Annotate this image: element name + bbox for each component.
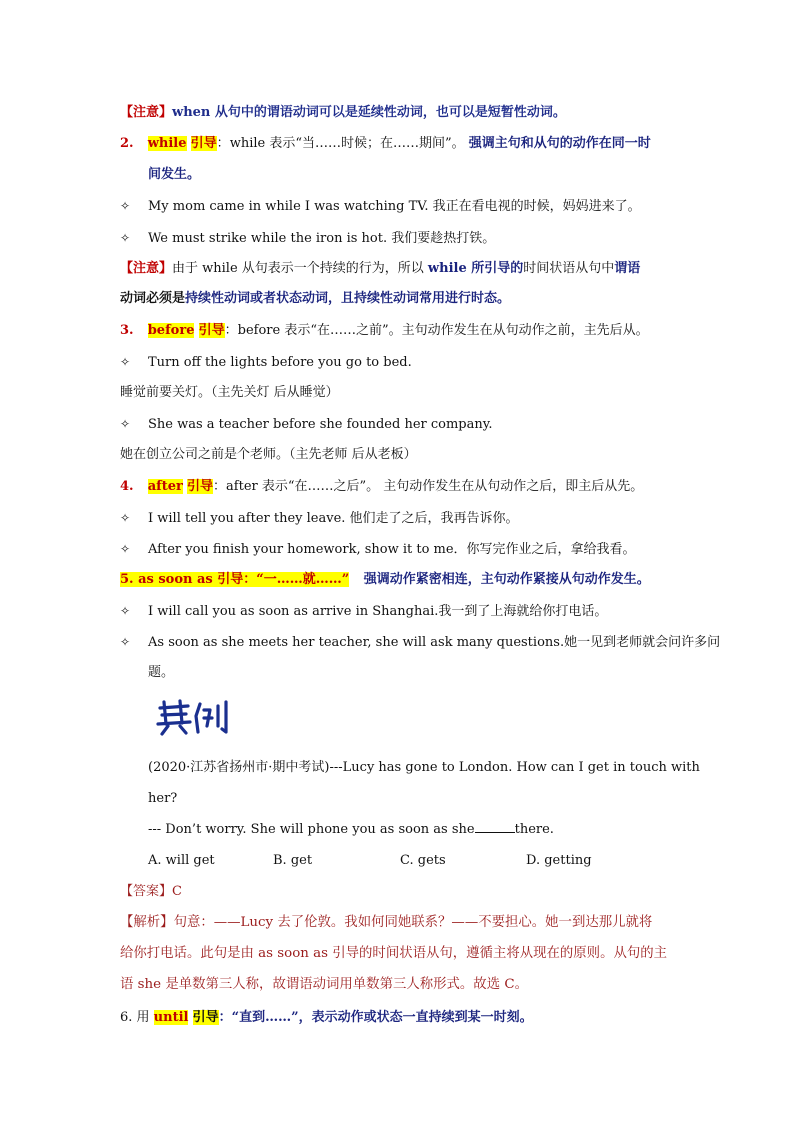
- question-stem-cont: her?: [148, 791, 178, 806]
- note-while: 【注意】由于 while 从句表示一个持续的行为，所以 while 所引导的时间状语从句中谓语: [120, 261, 641, 276]
- analysis-line: 给你打电话。此句是由 as soon as 引导的时间状语从句，遵循主将从现在的原则。从句的主: [120, 946, 668, 961]
- analysis-line: 语 she 是单数第三人称，故谓语动词用单数第三人称形式。故选 C。: [120, 977, 528, 992]
- example-sentence: ✧ I will tell you after they leave. 他们走了之后，我再告诉你。: [120, 508, 519, 529]
- question-reply: --- Don’t worry. She will phone you as soon as she there.: [148, 822, 554, 837]
- example-translation: 睡觉前要关灯。（主先关灯 后从睡觉）: [120, 385, 339, 400]
- bullet-icon: ✧: [120, 199, 131, 213]
- option-c: C. gets: [400, 853, 446, 868]
- item-before-heading: 3. before 引导：before 表示“在……之前”。主句动作发生在从句动作之前，主先后从。: [120, 323, 649, 338]
- example-sentence: ✧ Turn off the lights before you go to bed.: [120, 352, 412, 373]
- example-sentence: ✧ After you finish your homework, show it to me．你写完作业之后，拿给我看。: [120, 539, 636, 560]
- question-stem: (2020·江苏省扬州市·期中考试)---Lucy has gone to London. How can I get in touch with: [148, 760, 700, 775]
- bullet-icon: ✧: [120, 355, 131, 369]
- bullet-icon: ✧: [120, 417, 131, 431]
- example-sentence: ✧ She was a teacher before she founded her company.: [120, 414, 493, 435]
- example-sentence-cont: 题。: [148, 665, 175, 680]
- note-while-cont: 动词必须是持续性动词或者状态动词，且持续性动词常用进行时态。: [120, 291, 511, 306]
- bullet-icon: ✧: [120, 604, 131, 618]
- option-b: B. get: [273, 853, 313, 868]
- bullet-icon: ✧: [120, 231, 131, 245]
- example-sentence: ✧ My mom came in while I was watching TV. 我正在看电视的时候，妈妈进来了。: [120, 196, 641, 217]
- item-while-heading: 2. while 引导：while 表示“当……时候；在……期间”。 强调主句和从句的动作在同一时: [120, 136, 651, 151]
- option-d: D. getting: [526, 853, 592, 868]
- item-as-soon-as-heading: 5. as soon as 引导：“一……就……” 强调动作紧密相连，主句动作紧接从句动作发生。: [120, 572, 650, 587]
- example-sentence: ✧ We must strike while the iron is hot. 我们要趁热打铁。: [120, 228, 495, 249]
- option-a: A. will get: [148, 853, 215, 868]
- answer-options: [148, 851, 648, 871]
- answer-line: 【答案】C: [120, 884, 182, 899]
- bullet-icon: ✧: [120, 542, 131, 556]
- example-sentence: ✧ As soon as she meets her teacher, she will ask many questions.她一见到老师就会问许多问: [120, 632, 720, 653]
- item-until-heading: 6. 用 until 引导：“直到……”，表示动作或状态一直持续到某一时刻。: [120, 1010, 533, 1025]
- note-when: 【注意】when 从句中的谓语动词可以是延续性动词，也可以是短暂性动词。: [120, 105, 566, 120]
- analysis-line: 【解析】句意：——Lucy 去了伦敦。我如何同她联系？——不要担心。她一到达那儿就将: [120, 915, 653, 930]
- bullet-icon: ✧: [120, 511, 131, 525]
- answer-blank: [475, 820, 515, 833]
- example-logo: [152, 696, 234, 738]
- item-while-heading-cont: 间发生。: [148, 167, 201, 182]
- example-translation: 她在创立公司之前是个老师。（主先老师 后从老板）: [120, 447, 417, 462]
- bullet-icon: ✧: [120, 635, 131, 649]
- item-after-heading: 4. after 引导：after 表示“在……之后”。 主句动作发生在从句动作之后，即主后从先。: [120, 479, 644, 494]
- example-sentence: ✧ I will call you as soon as arrive in Shanghai.我一到了上海就给你打电话。: [120, 601, 607, 622]
